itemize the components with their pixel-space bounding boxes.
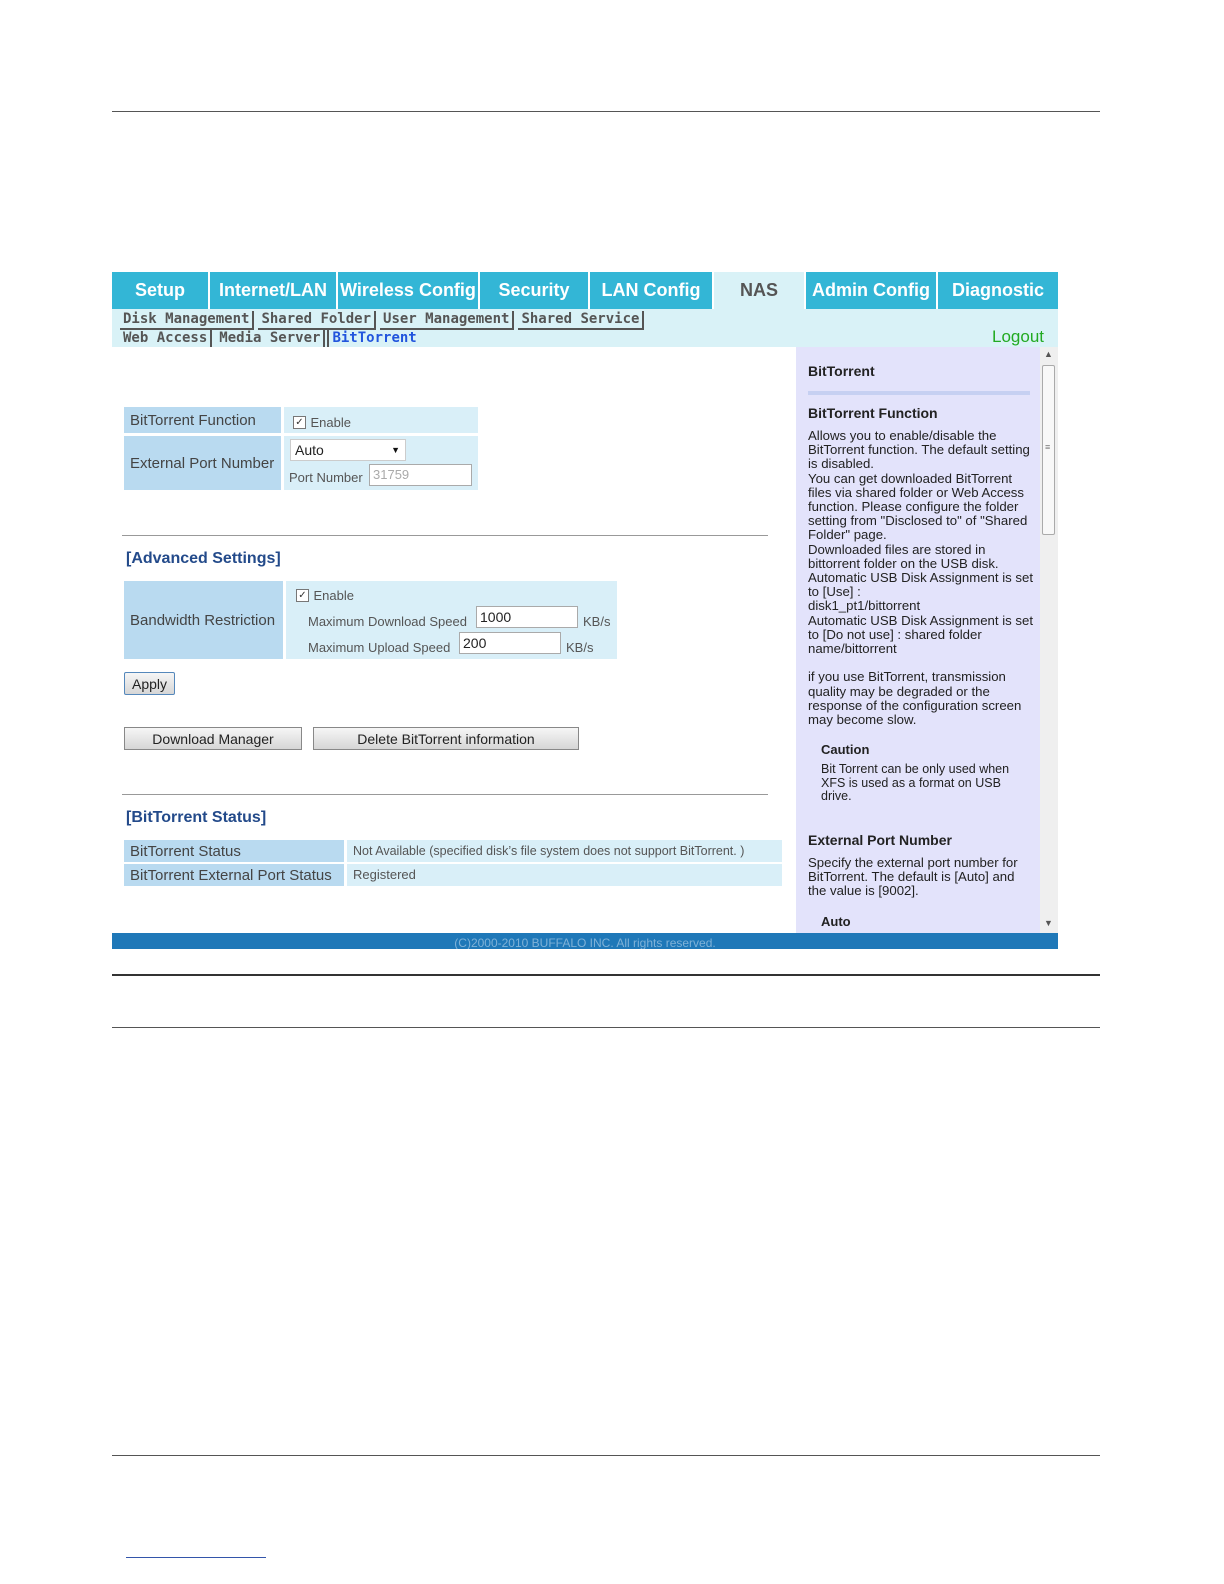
subnav-shared-folder[interactable]: Shared Folder bbox=[258, 311, 376, 330]
apply-button[interactable]: Apply bbox=[124, 672, 175, 695]
help-caution-title: Caution bbox=[821, 742, 870, 757]
bittorrent-enable-label: Enable bbox=[310, 415, 351, 430]
divider-1 bbox=[122, 535, 768, 536]
tab-security[interactable]: Security bbox=[480, 272, 590, 309]
footer-rule bbox=[112, 1455, 1100, 1456]
download-speed-label: Maximum Download Speed bbox=[308, 614, 467, 629]
download-manager-button[interactable]: Download Manager bbox=[124, 727, 302, 750]
help-function-text: Allows you to enable/disable the BitTorrent function. The default setting is disabled. You can get downloaded BitTorrent files via shared folder or Web Access function. Please configure the folder setting from "Disclosed to" of "Shared Folder" page. Downloaded files are stored in bittorrent folder on the USB disk. Automatic USB Disk Assignment is set to [Use] : disk1_pt1/bittorrent Automatic USB Disk Assignment is set to [Do not use] : shared folder name/bittorrent if you use BitTorrent, transmission quality may be degraded or the response of the configuration screen may become slow. bbox=[808, 428, 1033, 728]
external-port-status-value: Registered bbox=[347, 864, 782, 886]
header-rule bbox=[112, 111, 1100, 112]
bittorrent-status-label: BitTorrent Status bbox=[124, 840, 344, 862]
upload-speed-input[interactable]: 200 bbox=[459, 632, 561, 654]
divider-2 bbox=[122, 794, 768, 795]
bittorrent-function-cell bbox=[284, 407, 478, 433]
scroll-thumb[interactable] bbox=[1042, 365, 1055, 535]
subnav-bittorrent[interactable]: BitTorrent bbox=[327, 330, 419, 349]
port-number-label: Port Number bbox=[289, 470, 363, 485]
subnav-media-server[interactable]: Media Server bbox=[216, 330, 325, 349]
help-caution-text: Bit Torrent can be only used when XFS is used as a format on USB drive. bbox=[821, 762, 1010, 803]
caption-rule-bottom bbox=[112, 1027, 1100, 1028]
subnav-user-management[interactable]: User Management bbox=[380, 311, 514, 330]
external-port-status-label: BitTorrent External Port Status bbox=[124, 864, 344, 886]
bittorrent-enable-checkbox[interactable]: ✓ bbox=[293, 416, 306, 429]
settings-panel bbox=[112, 347, 796, 933]
help-panel bbox=[796, 347, 1058, 933]
help-scrollbar[interactable] bbox=[1040, 347, 1058, 933]
footnote-link-rule bbox=[126, 1557, 266, 1558]
help-title: BitTorrent bbox=[808, 363, 875, 379]
bittorrent-status-title: [BitTorrent Status] bbox=[126, 809, 267, 826]
tab-lan-config[interactable]: LAN Config bbox=[590, 272, 714, 309]
copyright-footer: (C)2000-2010 BUFFALO INC. All rights reserved. bbox=[112, 933, 1058, 949]
sub-nav bbox=[112, 309, 1058, 347]
download-speed-input[interactable]: 1000 bbox=[476, 606, 578, 628]
help-function-title: BitTorrent Function bbox=[808, 405, 938, 421]
bittorrent-function-label: BitTorrent Function bbox=[124, 407, 281, 433]
bittorrent-status-value: Not Available (specified disk’s file system does not support BitTorrent. ) bbox=[347, 840, 782, 862]
port-number-input[interactable]: 31759 bbox=[369, 464, 472, 486]
tab-internet-lan[interactable]: Internet/LAN bbox=[210, 272, 338, 309]
scroll-down-icon[interactable]: ▼ bbox=[1044, 918, 1053, 928]
tab-nas[interactable]: NAS bbox=[714, 272, 806, 309]
bandwidth-enable-checkbox[interactable]: ✓ bbox=[296, 589, 309, 602]
upload-speed-label: Maximum Upload Speed bbox=[308, 640, 451, 655]
tab-admin-config[interactable]: Admin Config bbox=[806, 272, 938, 309]
grip-icon: ≡ bbox=[1045, 442, 1051, 452]
external-port-label: External Port Number bbox=[124, 436, 281, 490]
advanced-settings-title: [Advanced Settings] bbox=[126, 550, 281, 567]
download-unit: KB/s bbox=[583, 614, 611, 629]
help-separator bbox=[808, 391, 1030, 395]
delete-bittorrent-info-button[interactable]: Delete BitTorrent information bbox=[313, 727, 579, 750]
subnav-web-access[interactable]: Web Access bbox=[120, 330, 212, 349]
bandwidth-enable-label: Enable bbox=[313, 588, 354, 603]
bandwidth-restriction-cell bbox=[286, 581, 617, 659]
logout-link[interactable]: Logout bbox=[992, 327, 1044, 346]
chevron-down-icon: ▼ bbox=[391, 445, 400, 455]
subnav-shared-service[interactable]: Shared Service bbox=[518, 311, 644, 330]
external-port-cell bbox=[284, 436, 478, 490]
router-ui-screenshot bbox=[112, 272, 1058, 949]
subnav-disk-management[interactable]: Disk Management bbox=[120, 311, 254, 330]
help-port-title: External Port Number bbox=[808, 832, 952, 848]
bandwidth-restriction-label: Bandwidth Restriction bbox=[124, 581, 283, 659]
upload-unit: KB/s bbox=[566, 640, 594, 655]
scroll-up-icon[interactable]: ▲ bbox=[1044, 349, 1053, 359]
help-auto-title: Auto bbox=[821, 914, 851, 929]
caption-rule-top bbox=[112, 974, 1100, 976]
top-nav bbox=[112, 272, 1058, 309]
tab-setup[interactable]: Setup bbox=[112, 272, 210, 309]
external-port-select[interactable]: Auto ▼ bbox=[290, 439, 406, 461]
help-port-text: Specify the external port number for BitTorrent. The default is [Auto] and the value is [9002]. bbox=[808, 855, 1018, 899]
tab-diagnostic[interactable]: Diagnostic bbox=[938, 272, 1058, 309]
tab-wireless-config[interactable]: Wireless Config bbox=[338, 272, 480, 309]
